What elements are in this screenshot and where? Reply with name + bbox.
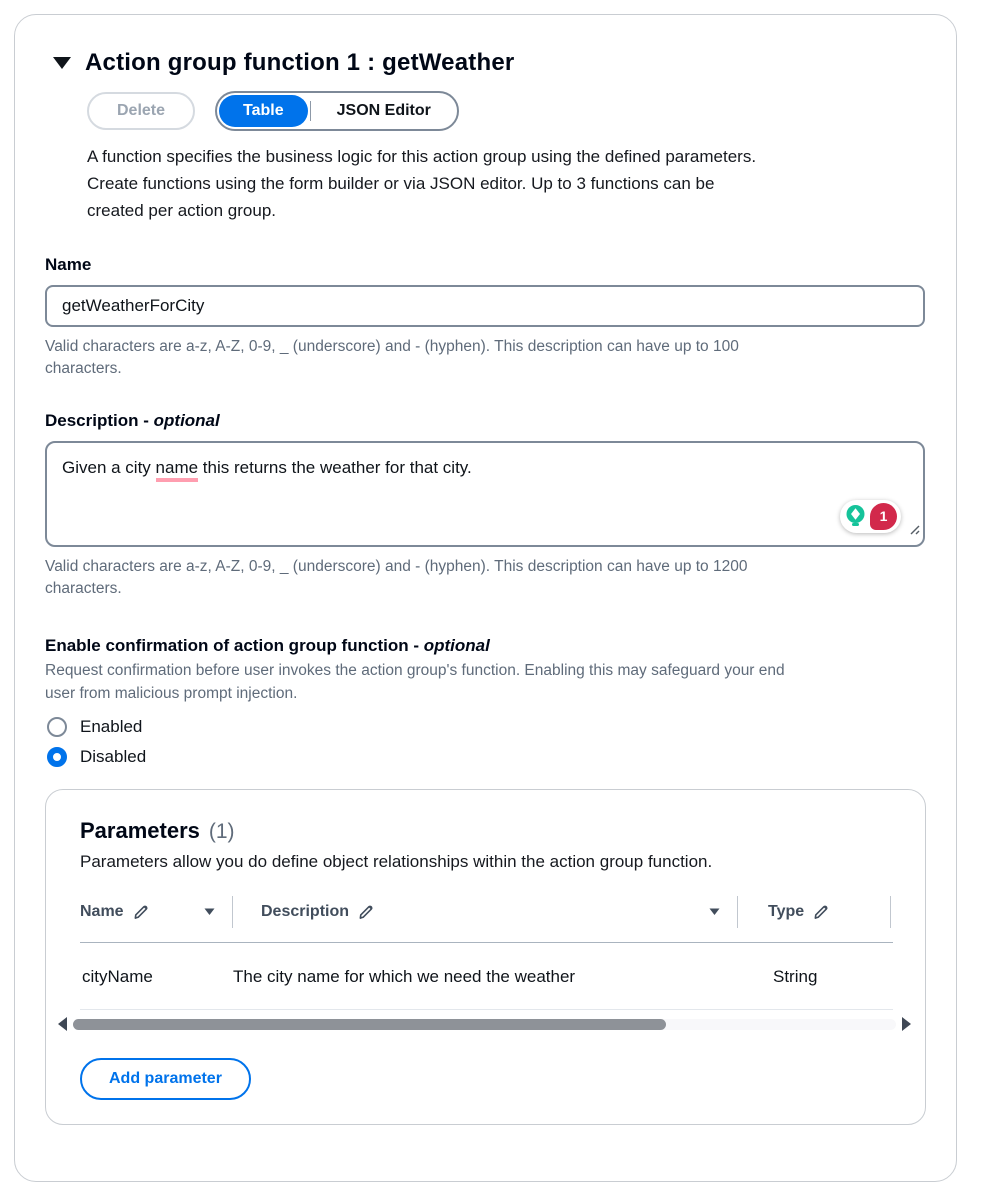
tab-table[interactable]: Table	[219, 95, 308, 127]
confirmation-label-text: Enable confirmation of action group function -	[45, 636, 419, 656]
parameters-subtitle: Parameters allow you do define object relationships within the action group function.	[80, 852, 713, 872]
confirmation-radio-group	[45, 717, 925, 767]
parameter-row[interactable]	[80, 943, 893, 1010]
description-label	[45, 411, 925, 431]
name-input[interactable]	[45, 285, 925, 327]
filter-name-caret-icon[interactable]	[203, 907, 216, 917]
collapse-caret-icon[interactable]	[53, 57, 71, 69]
intro-text: A function specifies the business logic for this action group using the defined parameters. Create functions using the form builder or via JSON editor. Up to 3 functions can be created per action group.	[87, 147, 757, 221]
description-label-text: Description -	[45, 410, 149, 430]
section-header	[53, 49, 925, 77]
radio-enabled-label[interactable]: Enabled	[80, 717, 143, 737]
writing-assistant-widget[interactable]	[840, 500, 901, 533]
resize-grip-icon[interactable]	[908, 517, 920, 543]
scroll-left-icon[interactable]	[58, 1017, 67, 1031]
lightbulb-icon	[844, 503, 867, 529]
description-textarea[interactable]	[45, 441, 925, 547]
view-mode-toggle	[215, 91, 459, 131]
name-label: Name	[45, 254, 92, 274]
radio-unchecked-icon[interactable]	[47, 717, 67, 737]
description-optional-flag: optional	[153, 410, 220, 430]
parameters-title: Parameters	[80, 818, 200, 844]
confirmation-helper-text: Request confirmation before user invokes the action group's function. Enabling this may safeguard your end user from malicious prompt injection.	[45, 662, 785, 702]
cell-parameter-description: The city name for which we need the weather	[233, 967, 576, 987]
filter-description-caret-icon[interactable]	[708, 907, 721, 917]
column-divider	[737, 896, 738, 928]
confirmation-label	[45, 636, 925, 656]
column-description-label: Description	[261, 903, 350, 921]
description-helper-text: Valid characters are a-z, A-Z, 0-9, _ (underscore) and - (hyphen). This description can have up to 1200 characters.	[45, 557, 748, 597]
toolbar	[87, 91, 925, 131]
parameters-header	[80, 818, 893, 844]
scrollbar-thumb[interactable]	[73, 1019, 666, 1030]
radio-option-enabled[interactable]	[47, 717, 925, 737]
parameters-card	[45, 789, 926, 1125]
column-header-description	[235, 903, 735, 921]
action-group-function-panel	[14, 14, 957, 1182]
page-title: Action group function 1 : getWeather	[85, 49, 515, 76]
add-parameter-button[interactable]: Add parameter	[80, 1058, 251, 1100]
name-helper-text: Valid characters are a-z, A-Z, 0-9, _ (underscore) and - (hyphen). This description can have up to 100 characters.	[45, 337, 739, 378]
edit-column-description-icon[interactable]	[358, 904, 375, 921]
segment-divider	[310, 101, 311, 121]
edit-column-type-icon[interactable]	[813, 904, 830, 921]
description-text-before: Given a city	[62, 457, 156, 477]
horizontal-scrollbar[interactable]	[58, 1016, 911, 1032]
column-name-label: Name	[80, 903, 124, 921]
cell-parameter-name: cityName	[82, 967, 153, 987]
column-divider	[232, 896, 233, 928]
scroll-right-icon[interactable]	[902, 1017, 911, 1031]
alert-count-badge[interactable]: 1	[870, 503, 897, 530]
scrollbar-track[interactable]	[73, 1019, 896, 1030]
delete-button[interactable]: Delete	[87, 92, 195, 130]
parameters-count: (1)	[208, 820, 235, 844]
radio-disabled-label[interactable]: Disabled	[80, 747, 147, 767]
confirmation-optional-flag: optional	[423, 636, 490, 656]
column-header-name	[80, 903, 230, 921]
cell-parameter-type: String	[773, 967, 818, 987]
column-type-label: Type	[768, 903, 805, 921]
edit-column-name-icon[interactable]	[133, 904, 150, 921]
tab-json-editor[interactable]: JSON Editor	[313, 95, 455, 127]
radio-checked-icon[interactable]	[47, 747, 67, 767]
description-underlined-word: name	[156, 458, 199, 482]
column-header-type	[740, 903, 888, 921]
table-header-row	[80, 896, 893, 943]
radio-option-disabled[interactable]	[47, 747, 925, 767]
description-text-after: this returns the weather for that city.	[198, 457, 472, 477]
column-divider	[890, 896, 891, 928]
